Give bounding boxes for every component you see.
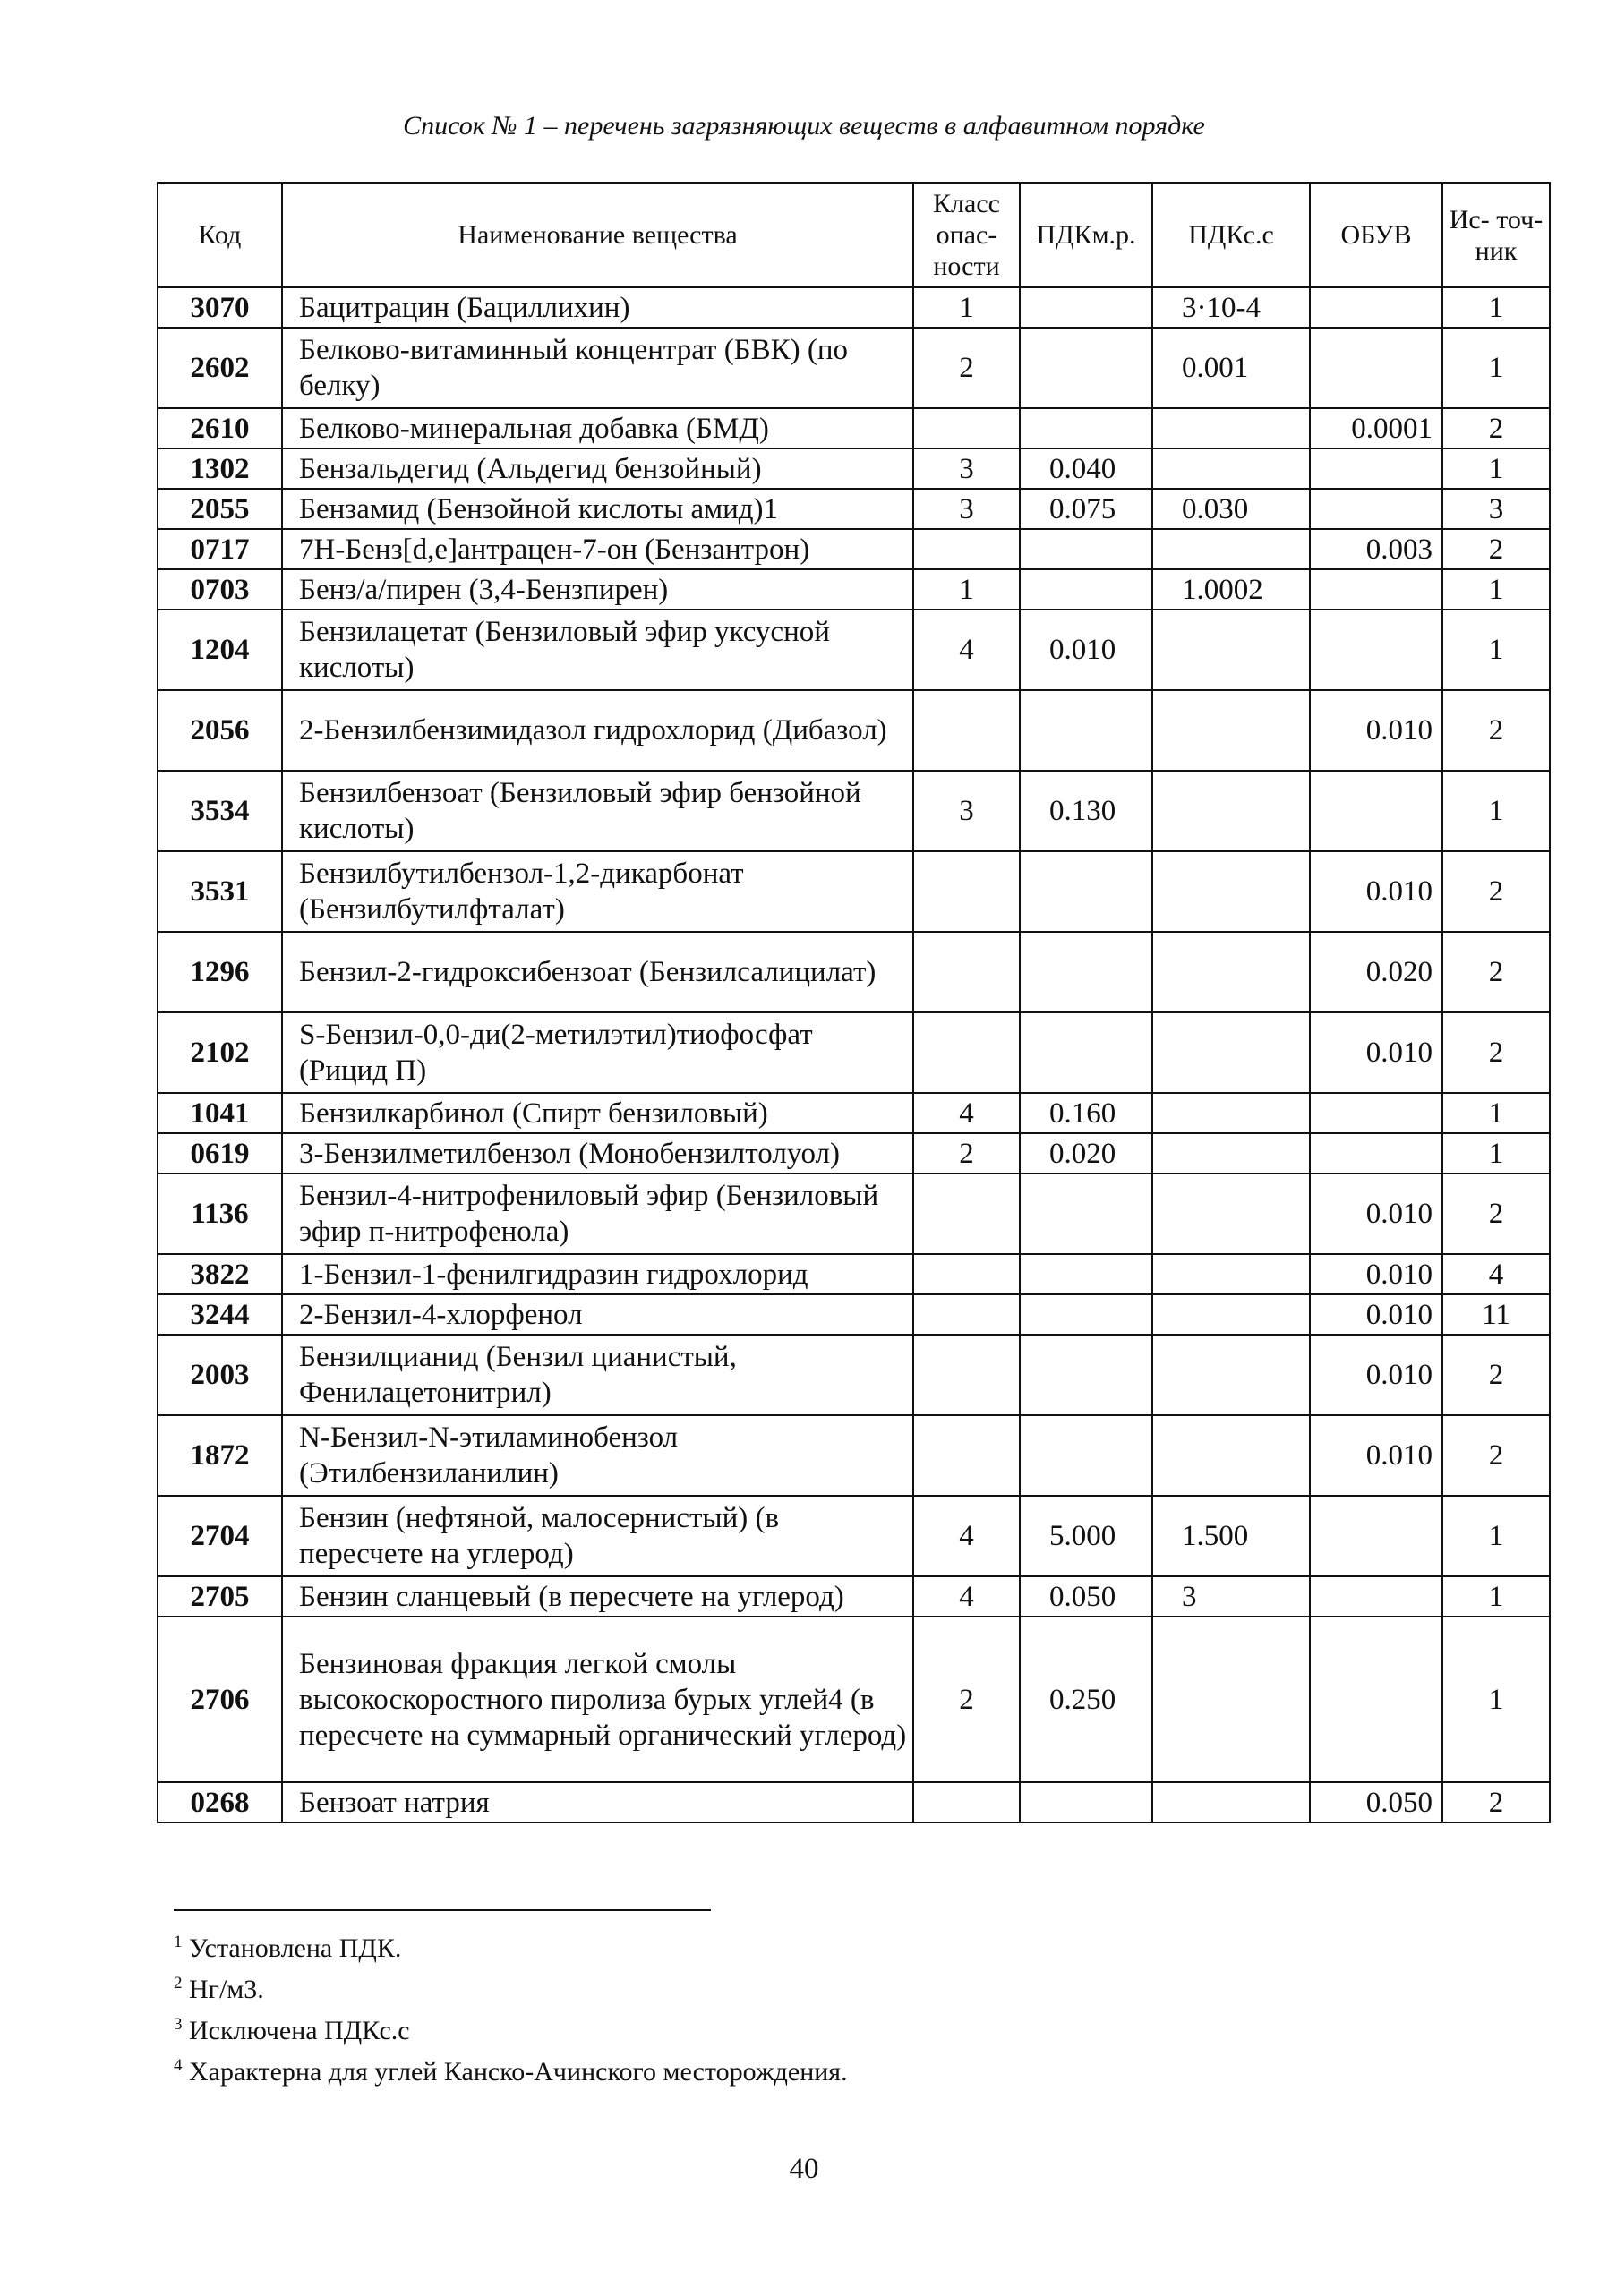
table-row: [158, 771, 1550, 851]
table-row: [158, 1496, 1550, 1576]
pdk-mr-cell: [1020, 529, 1152, 569]
table-row: [158, 1415, 1550, 1496]
table-row: [158, 1617, 1550, 1782]
page-title: Список № 1 – перечень загрязняющих веществ в алфавитном порядке: [403, 111, 1205, 141]
table-row: [158, 690, 1550, 771]
substance-name-cell: Белково-минеральная добавка (БМД): [282, 408, 913, 448]
hazard-class-cell: [913, 1012, 1020, 1093]
pdk-mr-cell: 0.130: [1020, 771, 1152, 851]
obuv-cell: 0.010: [1310, 690, 1442, 771]
hazard-class-cell: [913, 1294, 1020, 1335]
substance-name-cell: 7Н-Бенз[d,e]антрацен-7-он (Бензантрон): [282, 529, 913, 569]
pdk-mr-cell: [1020, 1782, 1152, 1822]
hazard-class-cell: 3: [913, 448, 1020, 489]
code-cell: 2705: [158, 1576, 282, 1617]
source-cell: 2: [1442, 1012, 1550, 1093]
table-row: [158, 1133, 1550, 1174]
substance-name-cell: 2-Бензилбензимидазол гидрохлорид (Дибазол): [282, 690, 913, 771]
footnote-text: Исключена ПДКс.с: [182, 2016, 410, 2045]
table-row: [158, 610, 1550, 690]
obuv-cell: [1310, 448, 1442, 489]
footnote-text: Нг/м3.: [182, 1975, 264, 2004]
obuv-cell: 0.020: [1310, 932, 1442, 1012]
substance-name-cell: Бензилкарбинол (Спирт бензиловый): [282, 1093, 913, 1133]
code-cell: 3534: [158, 771, 282, 851]
hazard-class-cell: [913, 690, 1020, 771]
hazard-class-cell: 4: [913, 610, 1020, 690]
obuv-cell: [1310, 771, 1442, 851]
code-cell: 3531: [158, 851, 282, 932]
column-header-name: Наименование вещества: [282, 183, 913, 287]
substance-name-cell: 1-Бензил-1-фенилгидразин гидрохлорид: [282, 1254, 913, 1294]
hazard-class-cell: [913, 1782, 1020, 1822]
footnote-mark: 2: [174, 1974, 183, 1993]
pdk-ss-cell: [1152, 1093, 1310, 1133]
pdk-ss-cell: 0.001: [1152, 328, 1310, 408]
source-cell: 1: [1442, 1133, 1550, 1174]
footnote-mark: 4: [174, 2056, 183, 2075]
obuv-cell: 0.0001: [1310, 408, 1442, 448]
obuv-cell: 0.010: [1310, 1335, 1442, 1415]
obuv-cell: 0.010: [1310, 1415, 1442, 1496]
pdk-ss-cell: [1152, 1294, 1310, 1335]
hazard-class-cell: 1: [913, 569, 1020, 610]
column-header-obuv: ОБУВ: [1310, 183, 1442, 287]
pdk-ss-cell: [1152, 771, 1310, 851]
obuv-cell: [1310, 489, 1442, 529]
obuv-cell: [1310, 1093, 1442, 1133]
code-cell: 1302: [158, 448, 282, 489]
pdk-mr-cell: 0.050: [1020, 1576, 1152, 1617]
obuv-cell: 0.010: [1310, 1012, 1442, 1093]
table-row: [158, 448, 1550, 489]
substance-name-cell: Бензиновая фракция легкой смолы высокоскоростного пиролиза бурых углей4 (в пересчете на суммарный органический углерод): [282, 1617, 913, 1782]
code-cell: 1204: [158, 610, 282, 690]
obuv-cell: 0.010: [1310, 851, 1442, 932]
source-cell: 2: [1442, 408, 1550, 448]
source-cell: 2: [1442, 529, 1550, 569]
substance-name-cell: Бензил-4-нитрофениловый эфир (Бензиловый эфир п-нитрофенола): [282, 1174, 913, 1254]
pdk-mr-cell: [1020, 1294, 1152, 1335]
substance-name-cell: Бензилбутилбензол-1,2-дикарбонат (Бензилбутилфталат): [282, 851, 913, 932]
pdk-mr-cell: [1020, 408, 1152, 448]
column-header-class: Класс опас- ности: [913, 183, 1020, 287]
pdk-ss-cell: [1152, 1617, 1310, 1782]
obuv-cell: 0.003: [1310, 529, 1442, 569]
footnote-mark: 3: [174, 2015, 183, 2034]
pdk-mr-cell: 0.075: [1020, 489, 1152, 529]
code-cell: 1041: [158, 1093, 282, 1133]
pdk-ss-cell: 3: [1152, 1576, 1310, 1617]
footnote-text: Установлена ПДК.: [182, 1933, 402, 1963]
substance-name-cell: Бензоат натрия: [282, 1782, 913, 1822]
source-cell: 11: [1442, 1294, 1550, 1335]
code-cell: 3822: [158, 1254, 282, 1294]
code-cell: 2102: [158, 1012, 282, 1093]
substance-name-cell: Бензамид (Бензойной кислоты амид)1: [282, 489, 913, 529]
obuv-cell: [1310, 328, 1442, 408]
obuv-cell: 0.010: [1310, 1174, 1442, 1254]
pdk-mr-cell: [1020, 1012, 1152, 1093]
column-header-code: Код: [158, 183, 282, 287]
pdk-ss-cell: [1152, 932, 1310, 1012]
footnote-mark: 1: [174, 1933, 183, 1951]
pdk-ss-cell: [1152, 1133, 1310, 1174]
footnote-text: Характерна для углей Канско-Ачинского месторождения.: [182, 2057, 848, 2087]
table-row: [158, 1254, 1550, 1294]
obuv-cell: [1310, 1576, 1442, 1617]
substance-name-cell: 3-Бензилметилбензол (Монобензилтолуол): [282, 1133, 913, 1174]
hazard-class-cell: [913, 1415, 1020, 1496]
hazard-class-cell: 3: [913, 489, 1020, 529]
footnote: [174, 1925, 848, 1966]
obuv-cell: [1310, 610, 1442, 690]
code-cell: 0703: [158, 569, 282, 610]
pdk-ss-cell: [1152, 1415, 1310, 1496]
source-cell: 1: [1442, 610, 1550, 690]
substance-name-cell: Бензин (нефтяной, малосернистый) (в пересчете на углерод): [282, 1496, 913, 1576]
source-cell: 1: [1442, 1617, 1550, 1782]
substance-name-cell: Бензин сланцевый (в пересчете на углерод): [282, 1576, 913, 1617]
pdk-ss-cell: [1152, 408, 1310, 448]
source-cell: 1: [1442, 569, 1550, 610]
code-cell: 2055: [158, 489, 282, 529]
source-cell: 1: [1442, 771, 1550, 851]
table-body: [158, 287, 1550, 1822]
source-cell: 2: [1442, 1335, 1550, 1415]
pdk-ss-cell: [1152, 1782, 1310, 1822]
substance-name-cell: S-Бензил-0,0-ди(2-метилэтил)тиофосфат (Рицид П): [282, 1012, 913, 1093]
hazard-class-cell: [913, 529, 1020, 569]
footnote: [174, 1966, 848, 2007]
pdk-mr-cell: [1020, 1335, 1152, 1415]
code-cell: 2056: [158, 690, 282, 771]
hazard-class-cell: 4: [913, 1576, 1020, 1617]
pdk-ss-cell: [1152, 448, 1310, 489]
source-cell: 1: [1442, 1496, 1550, 1576]
pdk-ss-cell: [1152, 610, 1310, 690]
pdk-ss-cell: [1152, 529, 1310, 569]
pdk-mr-cell: 0.160: [1020, 1093, 1152, 1133]
table-row: [158, 408, 1550, 448]
pdk-mr-cell: 0.250: [1020, 1617, 1152, 1782]
hazard-class-cell: 1: [913, 287, 1020, 328]
pdk-ss-cell: 1.500: [1152, 1496, 1310, 1576]
hazard-class-cell: [913, 1254, 1020, 1294]
code-cell: 0717: [158, 529, 282, 569]
substance-name-cell: N-Бензил-N-этиламинобензол (Этилбензиланилин): [282, 1415, 913, 1496]
code-cell: 1872: [158, 1415, 282, 1496]
hazard-class-cell: [913, 408, 1020, 448]
hazard-class-cell: [913, 1335, 1020, 1415]
pdk-mr-cell: [1020, 1174, 1152, 1254]
hazard-class-cell: 2: [913, 1133, 1020, 1174]
column-header-source: Ис- точ- ник: [1442, 183, 1550, 287]
pdk-mr-cell: [1020, 932, 1152, 1012]
table-row: [158, 328, 1550, 408]
obuv-cell: 0.010: [1310, 1254, 1442, 1294]
obuv-cell: [1310, 1496, 1442, 1576]
source-cell: 2: [1442, 690, 1550, 771]
pdk-mr-cell: [1020, 851, 1152, 932]
code-cell: 3070: [158, 287, 282, 328]
hazard-class-cell: 4: [913, 1093, 1020, 1133]
hazard-class-cell: [913, 851, 1020, 932]
pdk-ss-cell: [1152, 1335, 1310, 1415]
pdk-mr-cell: [1020, 287, 1152, 328]
substance-name-cell: Бенз/а/пирен (3,4-Бензпирен): [282, 569, 913, 610]
source-cell: 3: [1442, 489, 1550, 529]
pdk-mr-cell: 5.000: [1020, 1496, 1152, 1576]
pdk-ss-cell: 1.0002: [1152, 569, 1310, 610]
pdk-mr-cell: [1020, 1415, 1152, 1496]
code-cell: 2003: [158, 1335, 282, 1415]
substance-name-cell: Бензилацетат (Бензиловый эфир уксусной кислоты): [282, 610, 913, 690]
footnote: [174, 2048, 848, 2089]
table-row: [158, 1093, 1550, 1133]
hazard-class-cell: 3: [913, 771, 1020, 851]
substance-name-cell: Бензилцианид (Бензил цианистый, Фенилацетонитрил): [282, 1335, 913, 1415]
source-cell: 2: [1442, 1782, 1550, 1822]
substance-name-cell: Бацитрацин (Бациллихин): [282, 287, 913, 328]
code-cell: 1296: [158, 932, 282, 1012]
source-cell: 1: [1442, 1576, 1550, 1617]
table-row: [158, 1012, 1550, 1093]
table-row: [158, 932, 1550, 1012]
source-cell: 4: [1442, 1254, 1550, 1294]
pdk-ss-cell: 3·10-4: [1152, 287, 1310, 328]
code-cell: 3244: [158, 1294, 282, 1335]
table-row: [158, 1576, 1550, 1617]
obuv-cell: 0.050: [1310, 1782, 1442, 1822]
pdk-ss-cell: [1152, 1254, 1310, 1294]
table-row: [158, 851, 1550, 932]
code-cell: 0268: [158, 1782, 282, 1822]
source-cell: 2: [1442, 932, 1550, 1012]
table-header-row: [158, 183, 1550, 287]
table-row: [158, 569, 1550, 610]
table-row: [158, 1335, 1550, 1415]
code-cell: 2706: [158, 1617, 282, 1782]
source-cell: 1: [1442, 287, 1550, 328]
source-cell: 2: [1442, 1174, 1550, 1254]
obuv-cell: [1310, 287, 1442, 328]
pdk-mr-cell: [1020, 690, 1152, 771]
code-cell: 1136: [158, 1174, 282, 1254]
column-header-pdk-mr: ПДКм.р.: [1020, 183, 1152, 287]
hazard-class-cell: [913, 932, 1020, 1012]
pdk-ss-cell: [1152, 1012, 1310, 1093]
obuv-cell: [1310, 1133, 1442, 1174]
code-cell: 2602: [158, 328, 282, 408]
code-cell: 2704: [158, 1496, 282, 1576]
pdk-ss-cell: [1152, 690, 1310, 771]
pdk-mr-cell: [1020, 328, 1152, 408]
pdk-ss-cell: 0.030: [1152, 489, 1310, 529]
pdk-ss-cell: [1152, 1174, 1310, 1254]
source-cell: 1: [1442, 328, 1550, 408]
source-cell: 1: [1442, 1093, 1550, 1133]
table-row: [158, 287, 1550, 328]
substance-name-cell: Белково-витаминный концентрат (БВК) (по белку): [282, 328, 913, 408]
source-cell: 2: [1442, 1415, 1550, 1496]
table-row: [158, 529, 1550, 569]
footnote: [174, 2007, 848, 2048]
source-cell: 1: [1442, 448, 1550, 489]
page-number: 40: [789, 2153, 819, 2185]
table-row: [158, 1174, 1550, 1254]
pdk-ss-cell: [1152, 851, 1310, 932]
table-row: [158, 1782, 1550, 1822]
substances-table: [157, 182, 1551, 1823]
footnote-separator: [174, 1909, 711, 1911]
obuv-cell: [1310, 569, 1442, 610]
obuv-cell: 0.010: [1310, 1294, 1442, 1335]
column-header-pdk-ss: ПДКс.с: [1152, 183, 1310, 287]
hazard-class-cell: 4: [913, 1496, 1020, 1576]
hazard-class-cell: 2: [913, 1617, 1020, 1782]
source-cell: 2: [1442, 851, 1550, 932]
substance-name-cell: Бензилбензоат (Бензиловый эфир бензойной кислоты): [282, 771, 913, 851]
substance-name-cell: Бензил-2-гидроксибензоат (Бензилсалицилат): [282, 932, 913, 1012]
pdk-mr-cell: 0.020: [1020, 1133, 1152, 1174]
substance-name-cell: 2-Бензил-4-хлорфенол: [282, 1294, 913, 1335]
pdk-mr-cell: [1020, 1254, 1152, 1294]
hazard-class-cell: 2: [913, 328, 1020, 408]
table-row: [158, 489, 1550, 529]
substance-name-cell: Бензальдегид (Альдегид бензойный): [282, 448, 913, 489]
pdk-mr-cell: [1020, 569, 1152, 610]
pdk-mr-cell: 0.010: [1020, 610, 1152, 690]
code-cell: 2610: [158, 408, 282, 448]
hazard-class-cell: [913, 1174, 1020, 1254]
footnotes: [174, 1925, 848, 2089]
obuv-cell: [1310, 1617, 1442, 1782]
table-row: [158, 1294, 1550, 1335]
code-cell: 0619: [158, 1133, 282, 1174]
pdk-mr-cell: 0.040: [1020, 448, 1152, 489]
